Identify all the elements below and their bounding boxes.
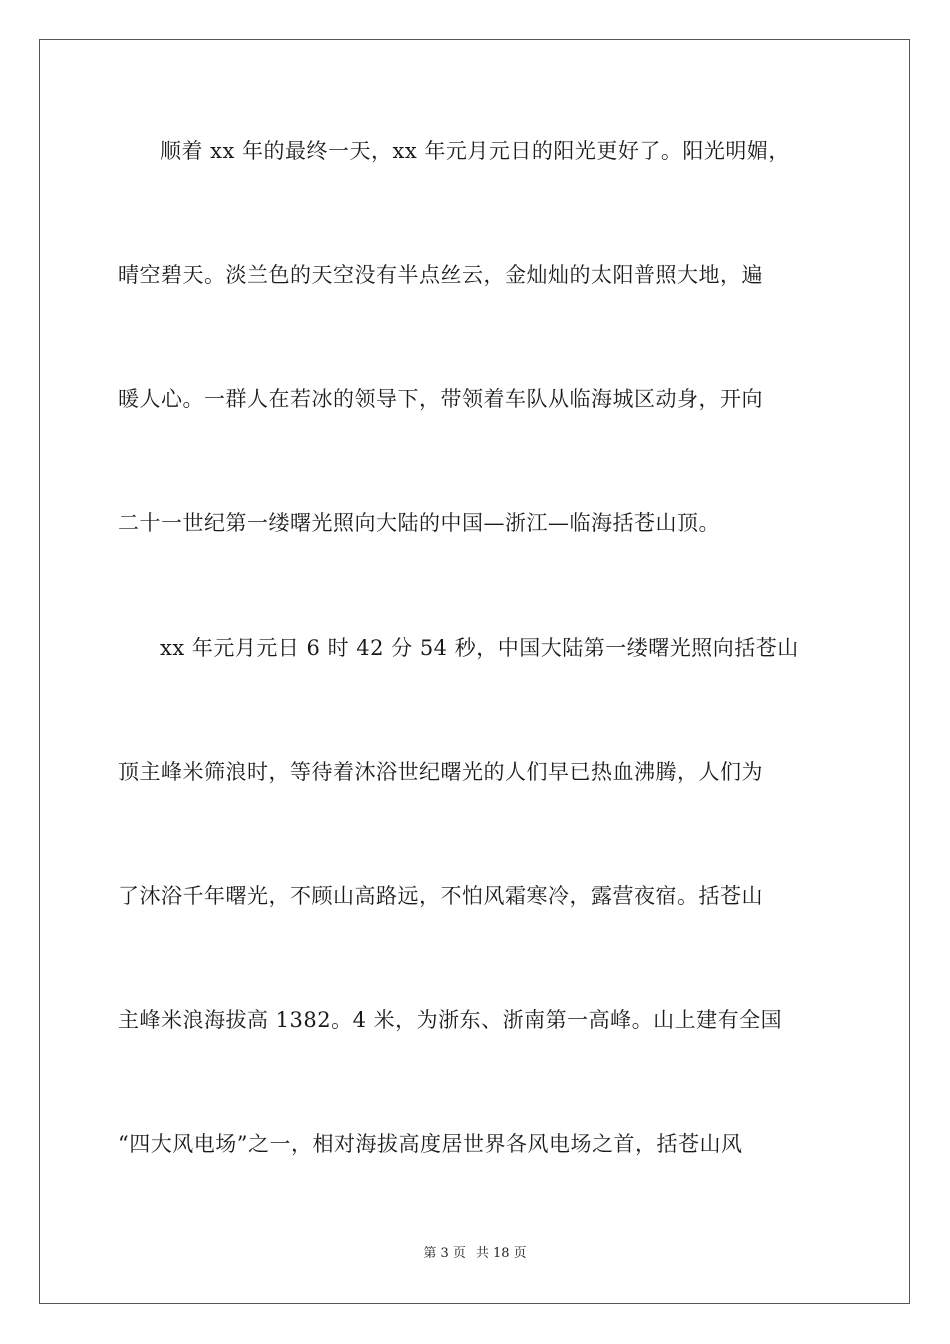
paragraph-2-line-3: 了沐浴千年曙光，不顾山高路远，不怕风霜寒冷，露营夜宿。括苍山 bbox=[118, 884, 763, 908]
paragraph-1-line-1: 顺着 xx 年的最终一天，xx 年元月元日的阳光更好了。阳光明媚， bbox=[160, 139, 790, 163]
paragraph-1-line-4: 二十一世纪第一缕曙光照向大陆的中国—浙江—临海括苍山顶。 bbox=[118, 511, 720, 535]
page-number: 第 3 页 bbox=[423, 1246, 466, 1261]
paragraph-2-line-1: xx 年元月元日 6 时 42 分 54 秒，中国大陆第一缕曙光照向括苍山 bbox=[160, 636, 799, 660]
page-total: 共 18 页 bbox=[475, 1246, 527, 1261]
page-footer bbox=[0, 1245, 950, 1263]
paragraph-2-line-5: “四大风电场”之一，相对海拔高度居世界各风电场之首，括苍山风 bbox=[118, 1132, 743, 1156]
paragraph-1-line-3: 暖人心。一群人在若冰的领导下，带领着车队从临海城区动身，开向 bbox=[118, 387, 763, 411]
paragraph-2-line-4: 主峰米浪海拔高 1382。4 米，为浙东、浙南第一高峰。山上建有全国 bbox=[118, 1008, 783, 1032]
paragraph-1-line-2: 晴空碧天。淡兰色的天空没有半点丝云，金灿灿的太阳普照大地，遍 bbox=[118, 263, 763, 287]
paragraph-2-line-2: 顶主峰米筛浪时，等待着沐浴世纪曙光的人们早已热血沸腾，人们为 bbox=[118, 760, 763, 784]
page-border bbox=[39, 39, 910, 1304]
